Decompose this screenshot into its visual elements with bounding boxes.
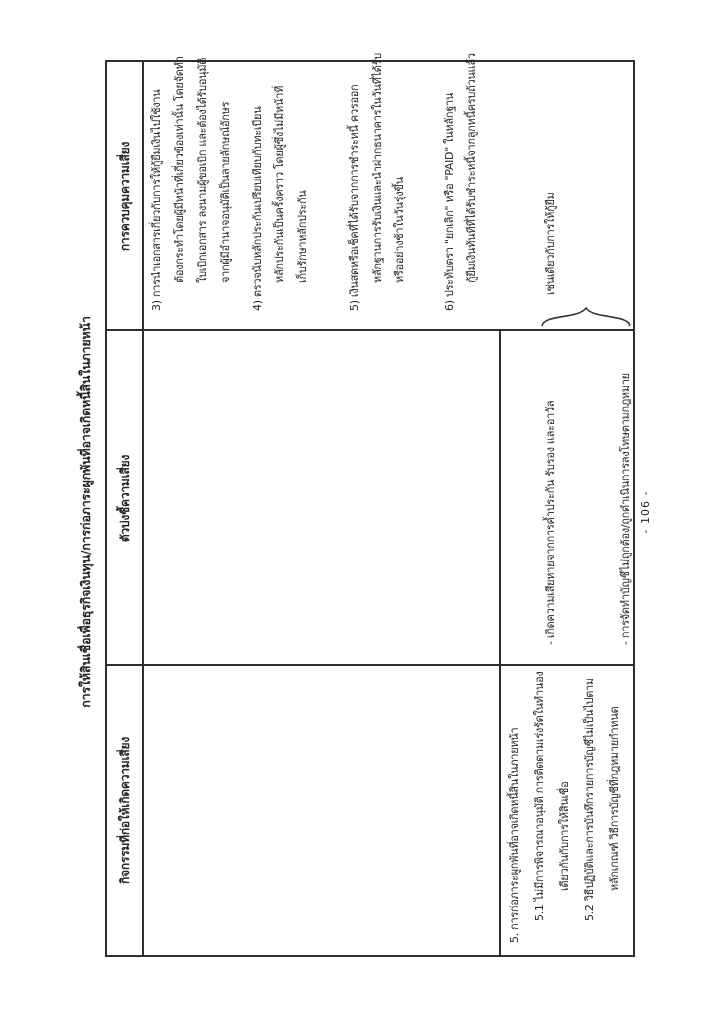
control-line: หลักฐานการรับเงินและนำฝากธนาคารในวันที่ได้รับ	[371, 53, 384, 283]
risk-table	[105, 53, 635, 957]
activity-line: 5. การก่อภาระผูกพันที่อาจเกิดหนี้สินในภายหน้า	[508, 727, 521, 943]
control-line: 5) เงินสดหรือเช็คที่ได้รับจากการชำระหนี้ ควรออก	[348, 84, 361, 311]
activity-line: เดียวกันกับการให้สินเชื่อ	[558, 781, 571, 891]
header-controls: การควบคุมความเสี่ยง	[118, 141, 132, 252]
page-title: การให้สินเชื่อเพื่อธุรกิจเงินทุน/การก่อภาระผูกพันที่อาจเกิดหนี้สินในภายหน้า	[78, 316, 93, 708]
column-divider-line	[107, 665, 633, 667]
control-line: หลักประกันเป็นครั้งคราว โดยผู้ซึ่งไม่มีหน้าที่	[273, 85, 286, 283]
control-line: ใบเบิกเอกสาร ลงนามผู้ขอเบิก และต้องได้รับอนุมัติ	[196, 57, 209, 283]
control-line: กู้ยืมเงินทันทีที่ได้รับชำระหนี้จากลูกหนี้ครบถ้วนแล้ว	[465, 53, 478, 283]
header-indicators: ตัวบ่งชี้ความเสี่ยง	[118, 454, 132, 543]
header-divider-line	[142, 62, 144, 955]
activity-line: หลักเกณฑ์ วิธีการบัญชีที่กฎหมายกำหนด	[608, 706, 621, 891]
curly-brace-icon	[540, 304, 636, 328]
column-divider-line	[107, 330, 633, 332]
control-line: หรืออย่างช้าในวันรุ่งขึ้น	[393, 177, 406, 283]
control-line: เก็บรักษาหลักประกัน	[296, 190, 309, 283]
control-line: 6) ประทับตรา "ยกเลิก" หรือ "PAID" ในหลักฐาน	[443, 92, 456, 311]
indicator-line: - การจัดทำบัญชีไม่ถูกต้อง/ถูกดำเนินการลงโทษตามกฎหมาย	[619, 373, 632, 645]
control-line: จากผู้มีอำนาจอนุมัติเป็นลายลักษณ์อักษร	[219, 101, 232, 283]
control-line: 4) ตรวจนับหลักประกันเปรียบเทียบกับทะเบียน	[251, 106, 264, 311]
activity-line: 5.1 ไม่มีการพิจารณาอนุมัติ การติดตามเร่งรัดในทำนอง	[533, 671, 546, 921]
indicator-line: - เกิดความเสียหายจากการค้ำประกัน รับรอง และอาวัล	[544, 400, 557, 645]
control-note: เช่นเดียวกับการให้กู้ยืม	[544, 192, 557, 295]
row-divider-line	[499, 331, 501, 955]
header-activities: กิจกรรมที่ก่อให้เกิดความเสี่ยง	[118, 737, 132, 885]
activity-line: 5.2 วิธีปฏิบัติและการบันทึกรายการบัญชีไม่เป็นไปตาม	[583, 678, 596, 921]
control-line: 3) การนำเอกสารเกี่ยวกับการให้กู้ยืมเงินไปใช้งาน	[150, 89, 163, 311]
page-number: - 106 -	[639, 490, 652, 534]
control-line: ต้องกระทำโดยผู้มีหน้าที่เกี่ยวข้องเท่านั้น โดยจัดทำ	[173, 56, 186, 283]
